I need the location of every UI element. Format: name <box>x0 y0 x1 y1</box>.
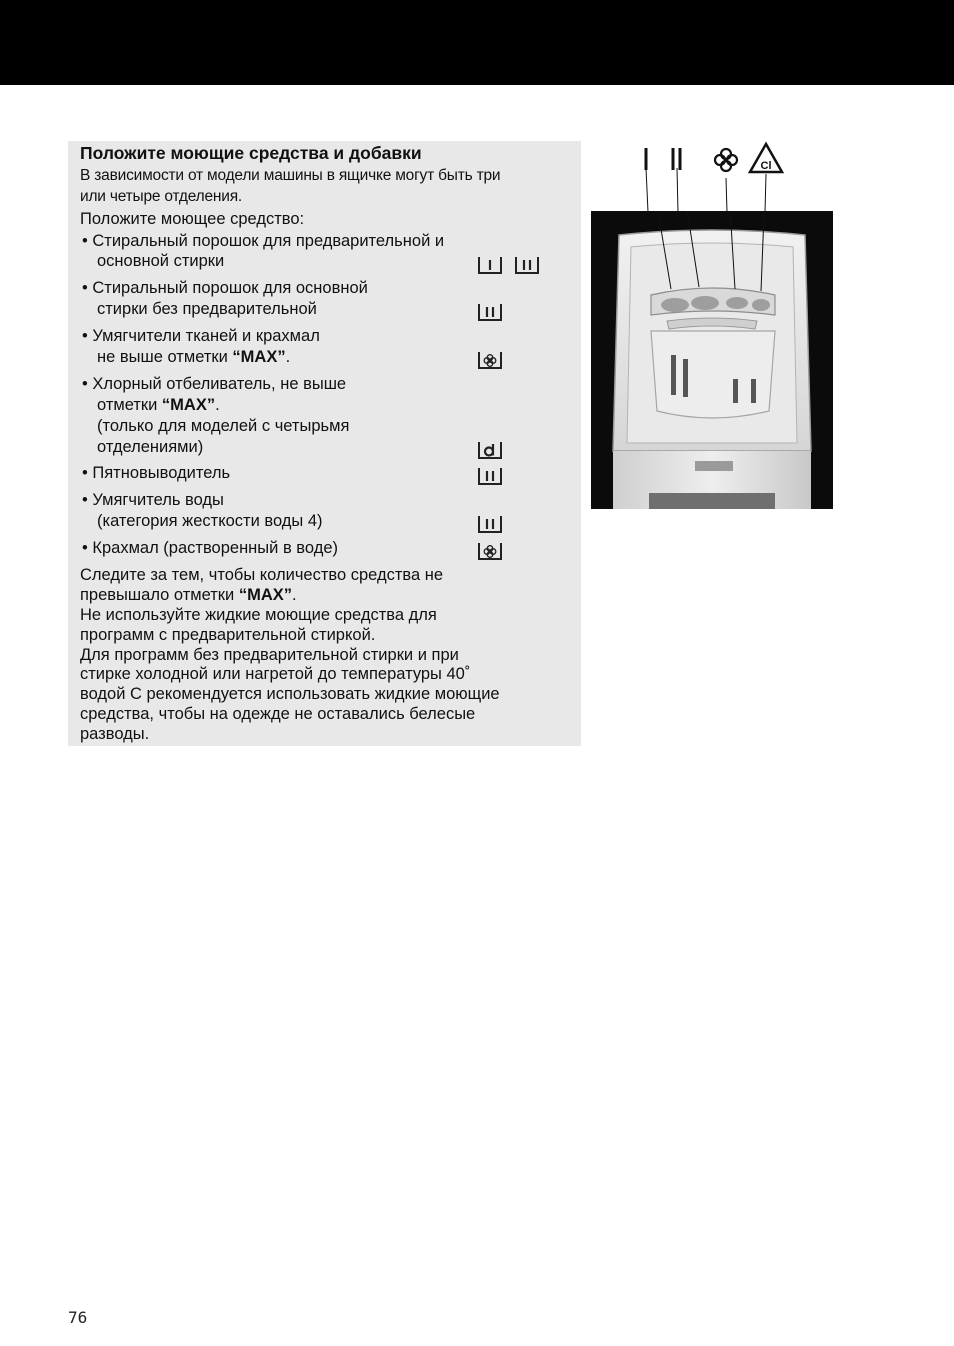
intro-line-1: В зависимости от модели машины в ящичке могут быть три <box>80 167 501 184</box>
note-3-line-5: разводы. <box>80 725 150 743</box>
softener-flower-icon <box>477 541 503 561</box>
item-4-line-4: отделениями) <box>97 438 204 456</box>
item-4-line-2: отметки “MAX”. <box>97 396 220 414</box>
compartment-II-icon <box>514 255 540 275</box>
item-2-line-1: • Стиральный порошок для основной <box>82 279 368 297</box>
item-1-line-2: основной стирки <box>97 252 225 270</box>
intro-line-2: или четыре отделения. <box>80 188 243 205</box>
compartment-I-icon <box>477 255 503 275</box>
note-1-line-1: Следите за тем, чтобы количество средства не <box>80 566 444 584</box>
compartment-II-icon <box>477 466 503 486</box>
softener-flower-icon <box>477 350 503 370</box>
item-5-line-1: • Пятновыводитель <box>82 464 231 482</box>
item-2-line-2: стирки без предварительной <box>97 300 317 318</box>
note-1-line-2: превышало отметки “MAX”. <box>80 586 297 604</box>
item-4-line-1: • Хлорный отбеливатель, не выше <box>82 375 347 393</box>
item-1-line-1: • Стиральный порошок для предварительной и <box>82 232 445 250</box>
note-2-line-1: Не используйте жидкие моющие средства для <box>80 606 437 624</box>
item-6-line-1: • Умягчитель воды <box>82 491 224 509</box>
header-band <box>0 0 954 85</box>
legend-pointer-lines <box>630 160 800 212</box>
page-number: 76 <box>68 1308 88 1327</box>
dispenser-drawer-photo <box>591 211 833 509</box>
item-3-line-2: не выше отметки “MAX”. <box>97 348 291 366</box>
note-3-line-4: средства, чтобы на одежде не оставались белесые <box>80 705 476 723</box>
svg-text:Cl: Cl <box>760 160 772 172</box>
item-6-line-2: (категория жесткости воды 4) <box>97 512 323 530</box>
item-7-line-1: • Крахмал (растворенный в воде) <box>82 539 338 557</box>
section-title: Положите моющие средства и добавки <box>80 143 422 163</box>
put-detergent-label: Положите моющее средство: <box>80 210 305 228</box>
note-2-line-2: программ с предварительной стиркой. <box>80 626 376 644</box>
compartment-II-icon <box>477 302 503 322</box>
item-4-line-3: (только для моделей с четырьмя <box>97 417 350 435</box>
note-3-line-1: Для программ без предварительной стирки и при <box>80 646 459 664</box>
item-3-line-1: • Умягчители тканей и крахмал <box>82 327 320 345</box>
compartment-II-icon <box>477 514 503 534</box>
note-3-line-3: водой С рекомендуется использовать жидкие моющие <box>80 685 500 703</box>
note-3-line-2: стирке холодной или нагретой до температуры 40˚ <box>80 665 471 683</box>
bleach-compartment-icon <box>477 440 503 460</box>
